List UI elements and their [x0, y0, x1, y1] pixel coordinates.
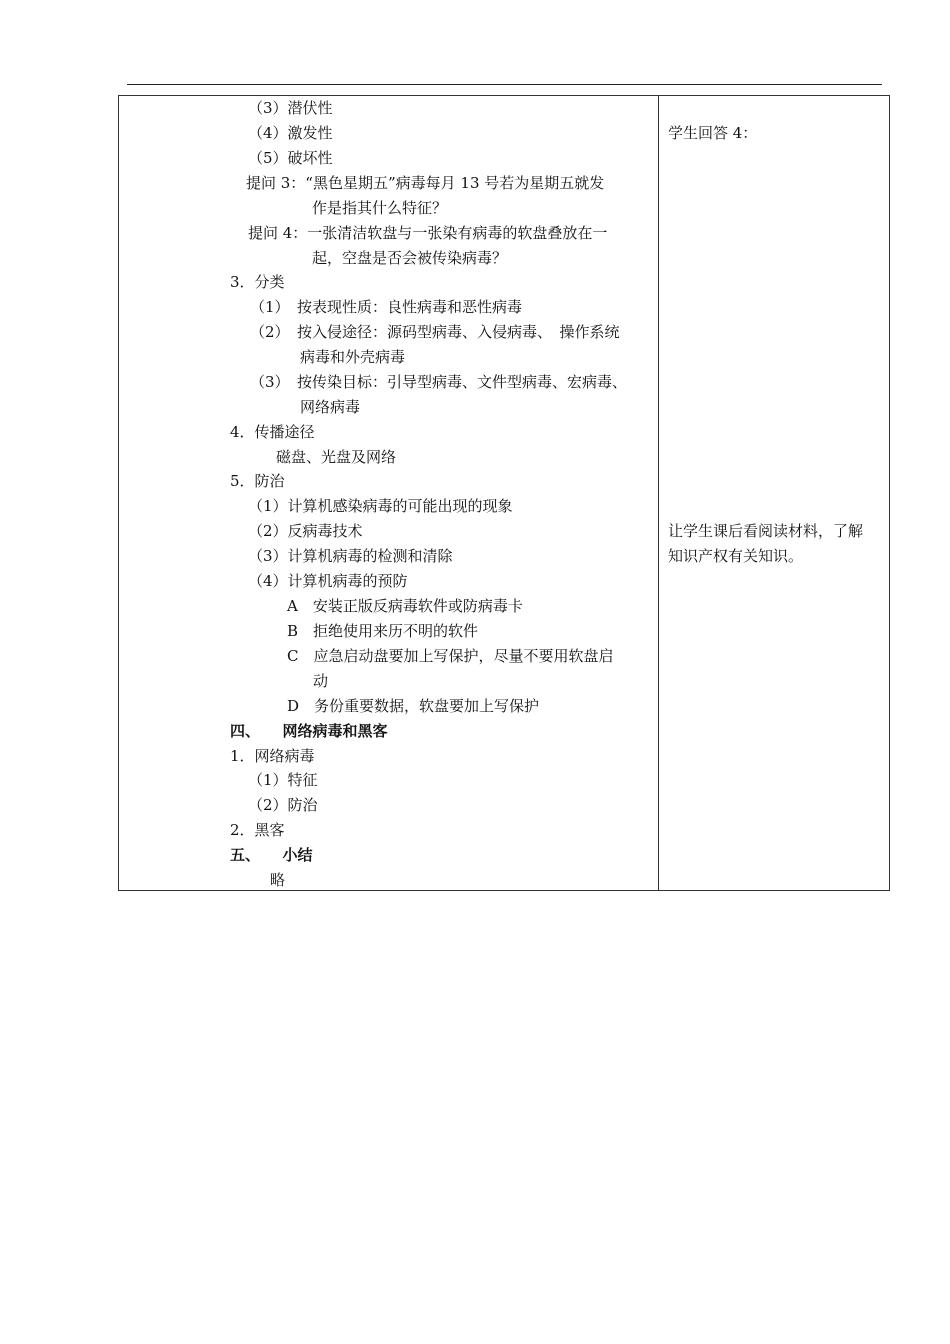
text-line: 起，空盘是否会被传染病毒？ [312, 249, 508, 267]
text-line: D 务份重要数据，软盘要加上写保护 [287, 697, 540, 715]
text-line: （2） 按入侵途径：源码型病毒、入侵病毒、 操作系统 [250, 323, 620, 341]
text-line: 让学生课后看阅读材料，了解 [668, 522, 864, 540]
column-divider [658, 95, 659, 891]
text-line: B 拒绝使用来历不明的软件 [287, 622, 479, 640]
text-line: C 应急启动盘要加上写保护，尽量不要用软盘启 [287, 647, 614, 665]
lesson-table [118, 95, 890, 891]
text-line: 提问 4：一张清洁软盘与一张染有病毒的软盘叠放在一 [248, 224, 608, 242]
text-line: （2）防治 [248, 796, 318, 814]
text-line: 知识产权有关知识。 [668, 547, 804, 565]
text-line: （1）特征 [248, 771, 318, 789]
text-line: （5）破坏性 [248, 149, 333, 167]
section-heading: 3．分类 [230, 273, 285, 291]
text-line: 动 [313, 672, 329, 690]
section-heading: 5．防治 [230, 472, 285, 490]
text-line: （1）计算机感染病毒的可能出现的现象 [248, 497, 513, 515]
section-heading: 2．黑客 [230, 821, 285, 839]
text-line: （3） 按传染目标：引导型病毒、文件型病毒、宏病毒、 [250, 373, 628, 391]
header-rule [127, 84, 882, 85]
section-heading: 4．传播途径 [230, 423, 315, 441]
text-line: 磁盘、光盘及网络 [276, 448, 397, 466]
text-line: （4）计算机病毒的预防 [248, 572, 408, 590]
text-line: 网络病毒 [300, 398, 361, 416]
text-line: 提问 3：“黑色星期五”病毒每月 13 号若为星期五就发 [246, 174, 605, 192]
text-line: （3）潜伏性 [248, 99, 333, 117]
text-line: （3）计算机病毒的检测和清除 [248, 547, 453, 565]
text-line: （2）反病毒技术 [248, 522, 363, 540]
text-line: A 安装正版反病毒软件或防病毒卡 [287, 597, 523, 615]
text-line: 病毒和外壳病毒 [300, 348, 406, 366]
section-heading: 1．网络病毒 [230, 747, 315, 765]
section-heading: 五、 小结 [230, 846, 313, 864]
text-line: 作是指其什么特征？ [312, 199, 448, 217]
text-line: 略 [270, 871, 286, 889]
text-line: 学生回答 4： [668, 124, 758, 142]
text-line: （4）激发性 [248, 124, 333, 142]
section-heading: 四、 网络病毒和黑客 [230, 722, 388, 740]
text-line: （1） 按表现性质：良性病毒和恶性病毒 [250, 298, 523, 316]
